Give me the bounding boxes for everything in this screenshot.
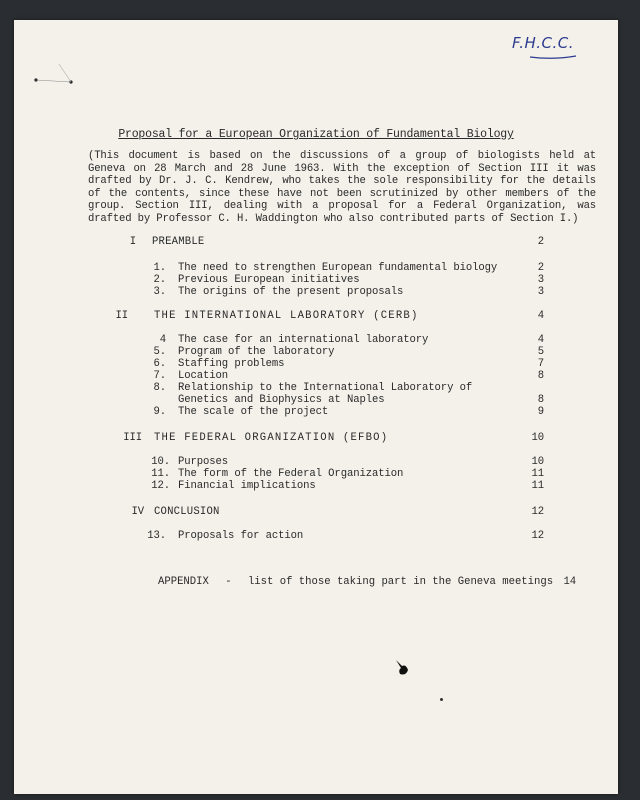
item-number: 12. <box>151 480 170 492</box>
item-number: 7. <box>153 370 166 382</box>
section-title: THE FEDERAL ORGANIZATION (EFBO) <box>154 432 389 444</box>
page-number: 12 <box>531 506 544 518</box>
item-number: 4 <box>159 334 166 346</box>
section-number: I <box>129 236 136 248</box>
item-title: Previous European initiatives <box>178 274 360 286</box>
item-number: 5. <box>153 346 166 358</box>
item-number: 6. <box>153 358 166 370</box>
page-number: 4 <box>537 334 544 346</box>
page-number: 3 <box>537 286 544 298</box>
item-number: 13. <box>147 530 166 542</box>
document-page <box>14 20 618 794</box>
item-title: Financial implications <box>178 480 316 492</box>
item-title: The case for an international laboratory <box>178 334 429 346</box>
page-number: 2 <box>537 262 544 274</box>
section-number: IV <box>131 506 144 518</box>
handwritten-annotation: F.H.C.C. <box>512 34 574 52</box>
item-number: 11. <box>151 468 170 480</box>
page-number: 12 <box>531 530 544 542</box>
section-title: CONCLUSION <box>154 506 220 518</box>
page-number: 10 <box>531 432 544 444</box>
item-title: Staffing problems <box>178 358 285 370</box>
section-title: PREAMBLE <box>152 236 205 248</box>
page-number: 10 <box>531 456 544 468</box>
item-number: 9. <box>153 406 166 418</box>
item-title: Location <box>178 370 229 382</box>
item-title: Relationship to the International Laboratory of <box>178 382 473 394</box>
page-number: 11 <box>531 480 544 492</box>
item-number: 2. <box>153 274 166 286</box>
item-title: Proposals for action <box>178 530 304 542</box>
item-title-line2: Genetics and Biophysics at Naples <box>178 394 385 406</box>
item-title: The origins of the present proposals <box>178 286 404 298</box>
item-title: Program of the laboratory <box>178 346 335 358</box>
appendix-dash: - <box>225 576 232 588</box>
item-number: 10. <box>151 456 170 468</box>
ink-smudge <box>392 656 422 682</box>
item-title: The form of the Federal Organization <box>178 468 404 480</box>
document-title: Proposal for a European Organization of Fundamental Biology <box>118 128 514 141</box>
appendix-line <box>158 576 576 588</box>
page-number: 11 <box>531 468 544 480</box>
item-title: The need to strengthen European fundamental biology <box>178 262 498 274</box>
appendix-text: list of those taking part in the Geneva meetings <box>247 576 554 588</box>
item-number: 3. <box>153 286 166 298</box>
page-number: 8 <box>537 370 544 382</box>
item-title: Purposes <box>178 456 229 468</box>
table-of-contents <box>14 20 618 794</box>
page-number: 9 <box>537 406 544 418</box>
page-number: 5 <box>537 346 544 358</box>
section-number: II <box>115 310 128 322</box>
page-number: 2 <box>537 236 544 248</box>
page-number: 7 <box>537 358 544 370</box>
section-title: THE INTERNATIONAL LABORATORY (CERB) <box>154 310 419 322</box>
page-number: 8 <box>537 394 544 406</box>
intro-paragraph: (This document is based on the discussions of a group of biologists held at Geneva on 28 March and 28 June 1963. With the exception of Section III it was drafted by Dr. J. C. Kendrew, who takes the sole responsibility for the details of the contents, since these have not been scrutinized by other members of the group. Section III, dealing with a proposal for a Federal Organization, was drafted by Professor C. H. Waddington who also contributed parts of Section I.) <box>88 150 596 225</box>
item-title: The scale of the project <box>178 406 329 418</box>
section-number: III <box>123 432 142 444</box>
page-number: 4 <box>537 310 544 322</box>
ink-dot <box>440 698 443 701</box>
item-number: 1. <box>153 262 166 274</box>
appendix-label: APPENDIX <box>158 576 209 588</box>
page-number: 14 <box>563 576 577 588</box>
page-number: 3 <box>537 274 544 286</box>
item-number: 8. <box>153 382 166 394</box>
